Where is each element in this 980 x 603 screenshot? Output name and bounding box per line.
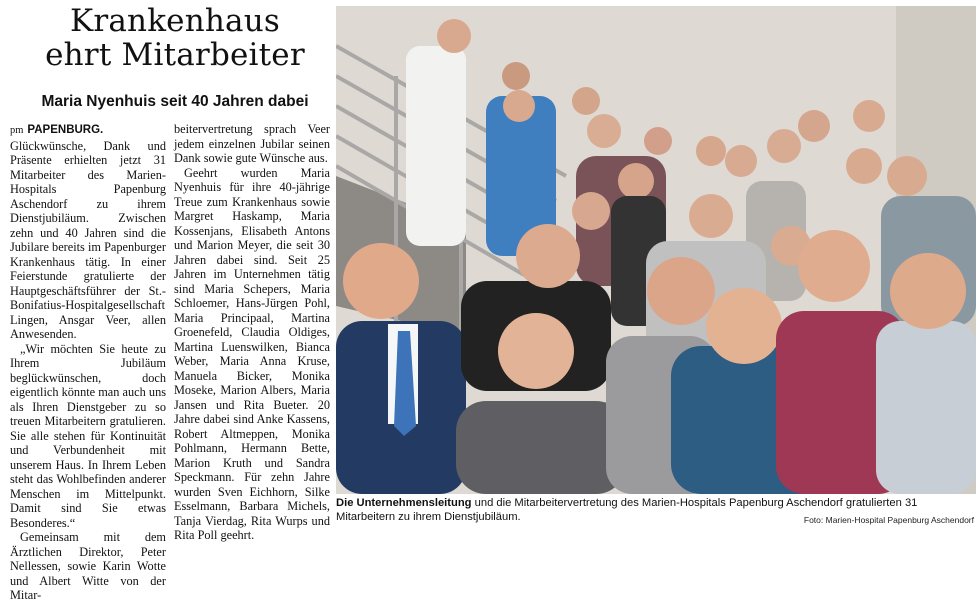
lead-text: Glückwünsche, Dank und Präsente erhielten jetzt 31 Mitarbeiter des Marien-Hospitals Papenburg Aschendorf zu ihrem Dienstjubiläum. Zwischen zehn und 40 Jahren sind die Jubilare bereits im Papenburger Krankenhaus tätig. In einer Feierstunde gratulierte der Hauptgeschäftsführer der St.-Bonifatius-Hospitalgesellschaft Lingen, Ansgar Veer, allen Anwesenden. [10,138,166,341]
lead-paragraph [10,122,166,342]
article-body [10,122,332,602]
caption-bold: Die Unternehmensleitung [336,497,472,509]
headline-line-1: Krankenhaus [69,3,281,39]
group-photo-illustration [336,6,976,494]
author-dateline: pm [10,125,24,136]
continuation-paragraph: beitervertretung sprach Veer jedem einzelnen Jubilar seinen Dank sowie gute Wünsche aus. [174,122,330,165]
subheadline: Maria Nyenhuis seit 40 Jahren dabei [41,93,309,110]
article-column-2 [174,122,330,543]
group-photo [336,6,976,494]
photo-credit: Foto: Marien-Hospital Papenburg Aschendorf [803,515,974,525]
quote-paragraph: „Wir möchten Sie heute zu Ihrem Jubiläum beglückwünschen, doch eigentlich könnte man auch uns als Ihren Dienstgeber zu so treuen Mitarbeitern gratulieren. Sie alle stehen für Kontinuität und Verbundenheit mit unserem Haus. In Ihrem Leben steht das Wohlbefinden anderer Menschen im Mittelpunkt. Damit sind Sie etwas Besonderes.“ [10,341,166,530]
city-dateline: PAPENBURG. [27,124,104,136]
headline [20,4,330,72]
headline-line-2: ehrt Mitarbeiter [45,37,305,73]
caption-text: und die Mitarbeitervertretung des Marien-Hospitals Papenburg Aschendorf gratulierten 31 Mitarbeitern zu ihrem Dienstjubiläum. [336,497,918,523]
paragraph-3: Gemeinsam mit dem Ärztlichen Direktor, Peter Nellessen, sowie Karin Wotte und Albert Witte von der Mitar- [10,530,166,602]
article-column-1 [10,122,166,603]
honorees-paragraph: Geehrt wurden Maria Nyenhuis für ihre 40-jährige Treue zum Krankenhaus sowie Margret Haskamp, Maria Kossenjans, Elisabeth Antons und Marion Meyer, die seit 30 Jahren dabei sind. Seit 25 Jahren im Unternehmen tätig sind Maria Schepers, Maria Schloemer, Hans-Jürgen Pohl, Maria Principaal, Martina Groenefeld, Claudia Oldiges, Martina Luenswilken, Bianca Weber, Maria Anna Kruse, Manuela Bicker, Monika Moseke, Marion Albers, Maria Jansen und Rita Bueter. 20 Jahre dabei sind Anke Kassens, Robert Altmeppen, Monika Pohlmann, Hermann Bette, Marion Kruth und Sandra Speckmann. Für zehn Jahre wurden Sven Eichhorn, Silke Esselmann, Barbara Michels, Tanja Vierdag, Rita Wurps und Rita Poll geehrt. [174,165,330,542]
